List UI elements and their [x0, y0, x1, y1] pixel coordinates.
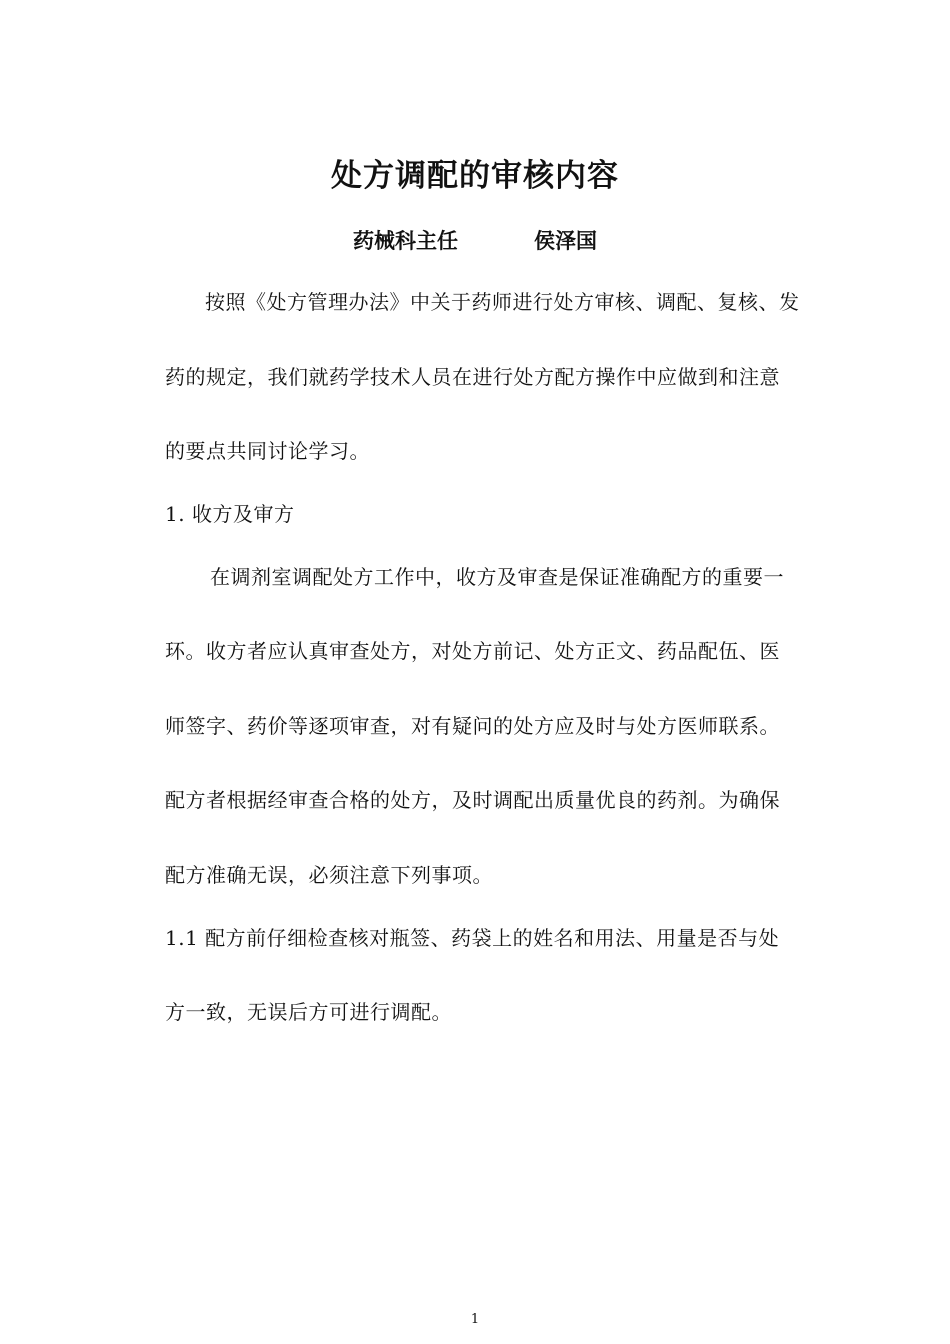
paragraph-line: 方一致，无误后方可进行调配。	[165, 1000, 452, 1024]
paragraph-line: 配方准确无误，必须注意下列事项。	[165, 863, 493, 887]
paragraph-line: 环。收方者应认真审查处方，对处方前记、处方正文、药品配伍、医	[165, 639, 780, 663]
paragraph-line: 按照《处方管理办法》中关于药师进行处方审核、调配、复核、发	[205, 290, 800, 314]
page-number: 1	[470, 1312, 480, 1327]
author-name: 侯泽国	[534, 228, 597, 253]
paragraph-line: 师签字、药价等逐项审查，对有疑问的处方应及时与处方医师联系。	[165, 714, 780, 738]
subsection-line: 1.1 配方前仔细检查核对瓶签、药袋上的姓名和用法、用量是否与处	[165, 926, 780, 950]
paragraph-line: 药的规定，我们就药学技术人员在进行处方配方操作中应做到和注意	[165, 365, 780, 389]
document-title: 处方调配的审核内容	[331, 158, 619, 194]
author-line	[0, 225, 950, 255]
paragraph-line: 的要点共同讨论学习。	[165, 439, 370, 463]
author-role: 药械科主任	[353, 228, 458, 253]
paragraph-line: 配方者根据经审查合格的处方，及时调配出质量优良的药剂。为确保	[165, 788, 780, 812]
paragraph-line: 在调剂室调配处方工作中，收方及审查是保证准确配方的重要一	[210, 565, 784, 589]
section-heading: 1. 收方及审方	[165, 502, 295, 526]
